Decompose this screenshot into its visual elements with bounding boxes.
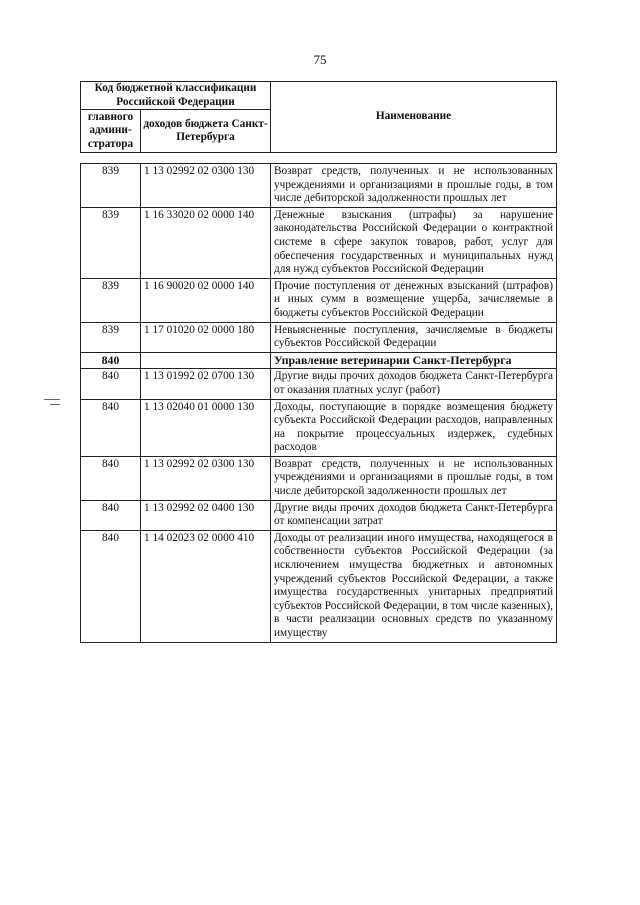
row-admin-code: 839 (81, 164, 141, 208)
margin-mark (44, 399, 60, 400)
income-codes-table (80, 163, 557, 643)
row-admin-code: 840 (81, 399, 141, 456)
header-admin-column: главного админи-стратора (81, 110, 141, 153)
row-name: Управление ветеринарии Санкт-Петербурга (271, 352, 557, 369)
table-header (80, 81, 557, 153)
row-budget-code: 1 13 02992 02 0300 130 (141, 456, 271, 500)
row-admin-code: 840 (81, 500, 141, 530)
row-budget-code (141, 352, 271, 369)
row-budget-code: 1 14 02023 02 0000 410 (141, 530, 271, 642)
row-name: Другие виды прочих доходов бюджета Санкт-Петербурга от компенсации затрат (271, 500, 557, 530)
row-name: Другие виды прочих доходов бюджета Санкт-Петербурга от оказания платных услуг (работ) (271, 369, 557, 399)
table-row (81, 352, 557, 369)
row-name: Доходы, поступающие в порядке возмещения бюджету субъекта Российской Федерации расходов, направленных на покрытие процессуальных издержек, судебных расходов (271, 399, 557, 456)
row-name: Возврат средств, полученных и не использованных учреждениями и организациями в прошлые годы, в том числе дебиторской задолженности прошлых лет (271, 456, 557, 500)
row-name: Возврат средств, полученных и не использованных учреждениями и организациями в прошлые годы, в том числе дебиторской задолженности прошлых лет (271, 164, 557, 208)
row-budget-code: 1 17 01020 02 0000 180 (141, 322, 271, 352)
row-budget-code: 1 16 90020 02 0000 140 (141, 278, 271, 322)
row-admin-code: 839 (81, 322, 141, 352)
row-budget-code: 1 13 02992 02 0400 130 (141, 500, 271, 530)
table-row (81, 456, 557, 500)
row-admin-code: 840 (81, 530, 141, 642)
header-name-column: Наименование (271, 82, 557, 153)
row-budget-code: 1 13 01992 02 0700 130 (141, 369, 271, 399)
row-name: Денежные взыскания (штрафы) за нарушение законодательства Российской Федерации о контрактной системе в сфере закупок товаров, работ, услуг для обеспечения государственных и муниципальных нужд для нужд субъектов Российской Федерации (271, 207, 557, 278)
table-row (81, 530, 557, 642)
header-code-column: доходов бюджета Санкт-Петербурга (141, 110, 271, 153)
row-admin-code: 840 (81, 352, 141, 369)
row-budget-code: 1 13 02040 01 0000 130 (141, 399, 271, 456)
table-row (81, 207, 557, 278)
table-row (81, 322, 557, 352)
row-admin-code: 839 (81, 207, 141, 278)
row-admin-code: 840 (81, 369, 141, 399)
page-number: 75 (313, 52, 327, 67)
row-budget-code: 1 16 33020 02 0000 140 (141, 207, 271, 278)
row-budget-code: 1 13 02992 02 0300 130 (141, 164, 271, 208)
table-row (81, 278, 557, 322)
table-row (81, 369, 557, 399)
table-row (81, 399, 557, 456)
row-name: Доходы от реализации иного имущества, находящегося в собственности субъектов Российской Федерации (за исключением имущества бюджетных и автономных учреждений субъектов Российской Федерации, а также имущества государственных унитарных предприятий субъектов Российской Федерации, в том числе казенных), в части реализации основных средств по указанному имуществу (271, 530, 557, 642)
header-group-title: Код бюджетной классификации Российской Федерации (81, 82, 271, 110)
table-row (81, 500, 557, 530)
table-row (81, 164, 557, 208)
row-name: Невыясненные поступления, зачисляемые в бюджеты субъектов Российской Федерации (271, 322, 557, 352)
row-admin-code: 840 (81, 456, 141, 500)
row-name: Прочие поступления от денежных взысканий (штрафов) и иных сумм в возмещение ущерба, зачисляемые в бюджеты субъектов Российской Федерации (271, 278, 557, 322)
row-admin-code: 839 (81, 278, 141, 322)
margin-mark (50, 404, 60, 405)
